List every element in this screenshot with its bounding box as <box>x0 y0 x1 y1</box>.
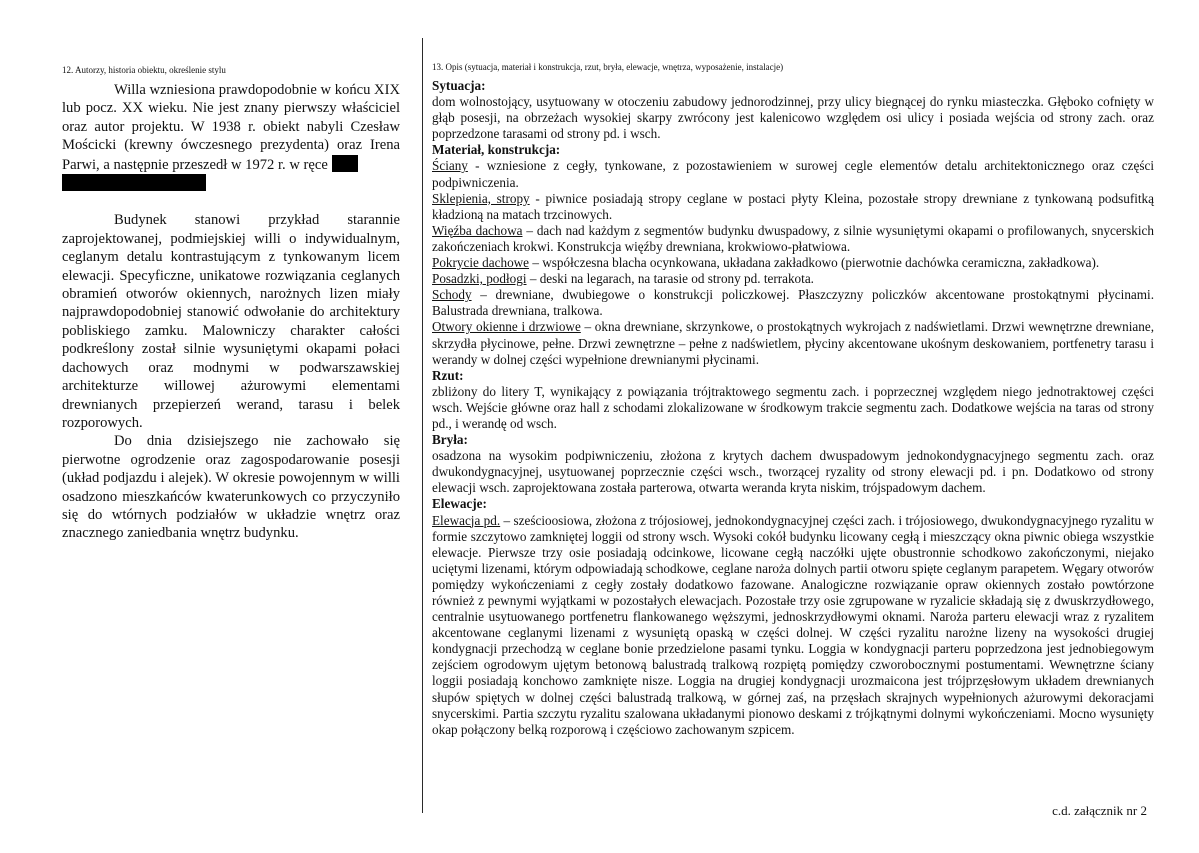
material-text: – współczesna blacha ocynkowana, układana zakładkowo (pierwotnie dachówka ceramiczna, zakładkowa). <box>529 255 1100 271</box>
left-column-text <box>62 81 400 543</box>
redaction-bar <box>62 174 206 191</box>
material-text: – drewniane, dwubiegowe o konstrukcji policzkowej. Płaszczyzny policzków akcentowane prostokątnymi płycinami. Balustrada drewniana, tralkowa. <box>432 287 1154 319</box>
situation-text: dom wolnostojący, usytuowany w otoczeniu zabudowy jednorodzinnej, przy ulicy biegnącej do rynku miasteczka. Głęboko cofnięty w głąb posesji, na obrzeżach wysokiej skarpy zwrócony jest kalenicowo względem osi ulicy i posiada wejścia od strony zach. oraz poprzedzone tarasami od strony pd. i wsch. <box>432 94 1154 142</box>
right-column-text <box>432 78 1154 738</box>
material-text: – deski na legarach, na tarasie od strony pd. terrakota. <box>526 271 814 287</box>
material-label: Posadzki, podłogi <box>432 271 527 287</box>
massing-heading: Bryła: <box>432 432 468 448</box>
material-text: – okna drewniane, skrzynkowe, o prostokątnych wykrojach z nadświetlami. Drzwi wewnętrzne drewniane, skrzydła płycinowe, pełne. Drzwi zewnętrzne – pełne z nadświetlem, płyciny akcentowane ukośnym deskowaniem, portfenetry tarasu i werandy w dolnej części wypełnione drewnianymi płycinami. <box>432 319 1154 367</box>
material-label: Sklepienia, stropy <box>432 190 530 206</box>
material-item-floors <box>432 271 1154 287</box>
plan-text: zbliżony do litery T, wynikający z powiązania trójtraktowego segmentu zach. i poprzecznej względem niego jednotraktowej części wsch. Wejście główne oraz hall z schodami zlokalizowane w środkowym trakcie segmentu zach. Dodatkowe wejścia na taras od strony pd., i werandę od wsch. <box>432 383 1154 431</box>
material-item-ceilings <box>432 191 1154 223</box>
elevation-label: Elewacja pd. <box>432 512 501 528</box>
right-section-header: 13. Opis (sytuacja, materiał i konstrukcja, rzut, bryła, elewacje, wnętrza, wyposażenie, instalacje) <box>432 62 784 72</box>
material-item-roofing <box>432 255 1154 271</box>
elevations-heading: Elewacje: <box>432 496 487 512</box>
plan-heading: Rzut: <box>432 367 464 383</box>
situation-heading: Sytuacja: <box>432 78 486 93</box>
material-item-walls <box>432 158 1154 190</box>
elevation-south-paragraph <box>432 513 1154 738</box>
material-text: - piwnice posiadają stropy ceglane w postaci płyty Kleina, pozostałe stropy drewniane z tynkowaną podsufitką kładzioną na matach trzcinowych. <box>432 190 1155 222</box>
material-item-roof-truss <box>432 223 1154 255</box>
history-paragraph <box>62 81 400 193</box>
material-item-openings <box>432 319 1154 367</box>
material-label: Pokrycie dachowe <box>432 255 530 271</box>
column-divider <box>422 38 423 813</box>
material-text: – dach nad każdym z segmentów budynku dwuspadowy, z silnie wysuniętymi okapami o profilowanych, snycerskich zakończeniach krokwi. Konstrukcja więźby drewniana, krokwiowo-płatwiowa. <box>432 222 1154 254</box>
material-label: Otwory okienne i drzwiowe <box>432 319 581 335</box>
material-text: - wzniesione z cegły, tynkowane, z pozostawieniem w surowej cegle elementów detalu architektonicznego oraz części podpiwniczenia. <box>432 158 1154 190</box>
material-label: Schody <box>432 287 472 303</box>
material-label: Więźba dachowa <box>432 222 523 238</box>
current-state-paragraph: Do dnia dzisiejszego nie zachowało się pierwotne ogrodzenie oraz zagospodarowanie posesji (układ podjazdu i alejek). W okresie powojennym w willi osadzono mieszkańców kwaterunkowych co przyczyniło się do wtórnych podziałów w układzie wnętrz oraz znacznego zaniedbania wnętrz budynku. <box>62 433 400 542</box>
massing-text: osadzona na wysokim podpiwniczeniu, złożona z krytych dachem dwuspadowym jednokondygnacyjnego segmentu zach. oraz dwukondygnacyjnej, usytuowanej poprzecznie części wsch., tworzącej ryzality od strony elewacji pd. i pn. Dodatkowo od strony elewacji wsch. zaprojektowana została parterowa, otwarta weranda kryta niskim, trójspadowym dachem. <box>432 448 1154 496</box>
redaction-bar <box>332 155 358 172</box>
material-label: Ściany <box>432 158 468 174</box>
material-item-stairs <box>432 287 1154 319</box>
history-text: Willa wzniesiona prawdopodobnie w końcu XIX lub pocz. XX wieku. Nie jest znany pierwszy właściciel oraz autor projektu. W 1938 r. obiekt nabyli Czesław Mościcki (krewny ówczesnego prezydenta) oraz Irena Parwi, a następnie przeszedł w 1972 r. w ręce <box>62 82 400 173</box>
style-paragraph: Budynek stanowi przykład starannie zaprojektowanej, podmiejskiej willi o indywidualnym, ceglanym detalu kontrastującym z tynkowanym licem elewacji. Specyficzne, unikatowe rozwiązania ceglanych obramień otworów okiennych, narożnych lizen miały najprawdopodobniej stanowić odwołanie do architektury pobliskiego zamku. Malowniczy charakter całości podkreślony został silnie wysuniętymi okapami połaci dachowych oraz modnymi w podwarszawskiej architekturze willowej ażurowymi elementami drewnianych przepierzeń werand, tarasu i belek rozporowych. <box>62 212 400 431</box>
continuation-note: c.d. załącznik nr 2 <box>1052 803 1147 818</box>
left-section-header: 12. Autorzy, historia obiektu, określenie stylu <box>62 65 226 75</box>
elevation-text: – sześcioosiowa, złożona z trójosiowej, jednokondygnacyjnej części zach. i trójosiowego, dwukondygnacyjnego ryzalitu w formie szczytowo zamkniętej loggii od strony wsch. Wysoki cokół budynku licowany cegłą i mieszczący okna piwnic obiega wszystkie elewacje. Pierwsze trzy osie posiadają odcinkowe, licowane cegłą naczółki ujęte obustronnie schodkowo zakończonymi, niejako uciętymi lizenami, którym odpowiadają schodkowe, ceglane naroża dolnych partii otworu spięte ceglanym parapetem. Węgary otworów pomiędzy wykończeniami z cegły zostały dodatkowo fazowane. Analogiczne rozwiązanie opraw okiennych zostało powtórzone również z pewnymi wyjątkami w pozostałych elewacjach. Pozostałe trzy osie zgrupowane w ryzalicie składają się z dwuskrzydłowego, centralnie usytuowanego portfenetru flankowanego węższymi, jednoskrzydłowymi oknami. Naroża parteru elewacji wraz z ryzalitem akcentowane ceglanymi lizenami z wysuniętą opaską w części dolnej. W części ryzalitu narożne lizeny na wysokości drugiej kondygnacji przechodzą w ceglane bonie przedzielone pasami tynku. Loggia w kondygnacji parteru poprzedzona jest jednobiegowym zejściem ogrodowym ujętym betonową balustradą tralkową rozpiętą pomiędzy czworobocznymi postumentami. Wewnętrzne ściany loggii posiadają konchowo zamknięte nisze. Loggia na drugiej kondygnacji urozmaicona jest trójprzęsłowym układem drewnianych słupów spiętych w dolnej części balustradą tralkową, w górnej zaś, na przęsłach skrajnych wypełnionych ażurowymi dekoracjami snycerskimi. Partia szczytu ryzalitu szalowana układanymi pionowo deskami z trójkątnymi dolnymi wykończeniami. Mocno wysunięty okap połączony belką rozporową i częściowo zachowanym szpicem. <box>432 512 1154 737</box>
material-heading: Materiał, konstrukcja: <box>432 142 561 158</box>
